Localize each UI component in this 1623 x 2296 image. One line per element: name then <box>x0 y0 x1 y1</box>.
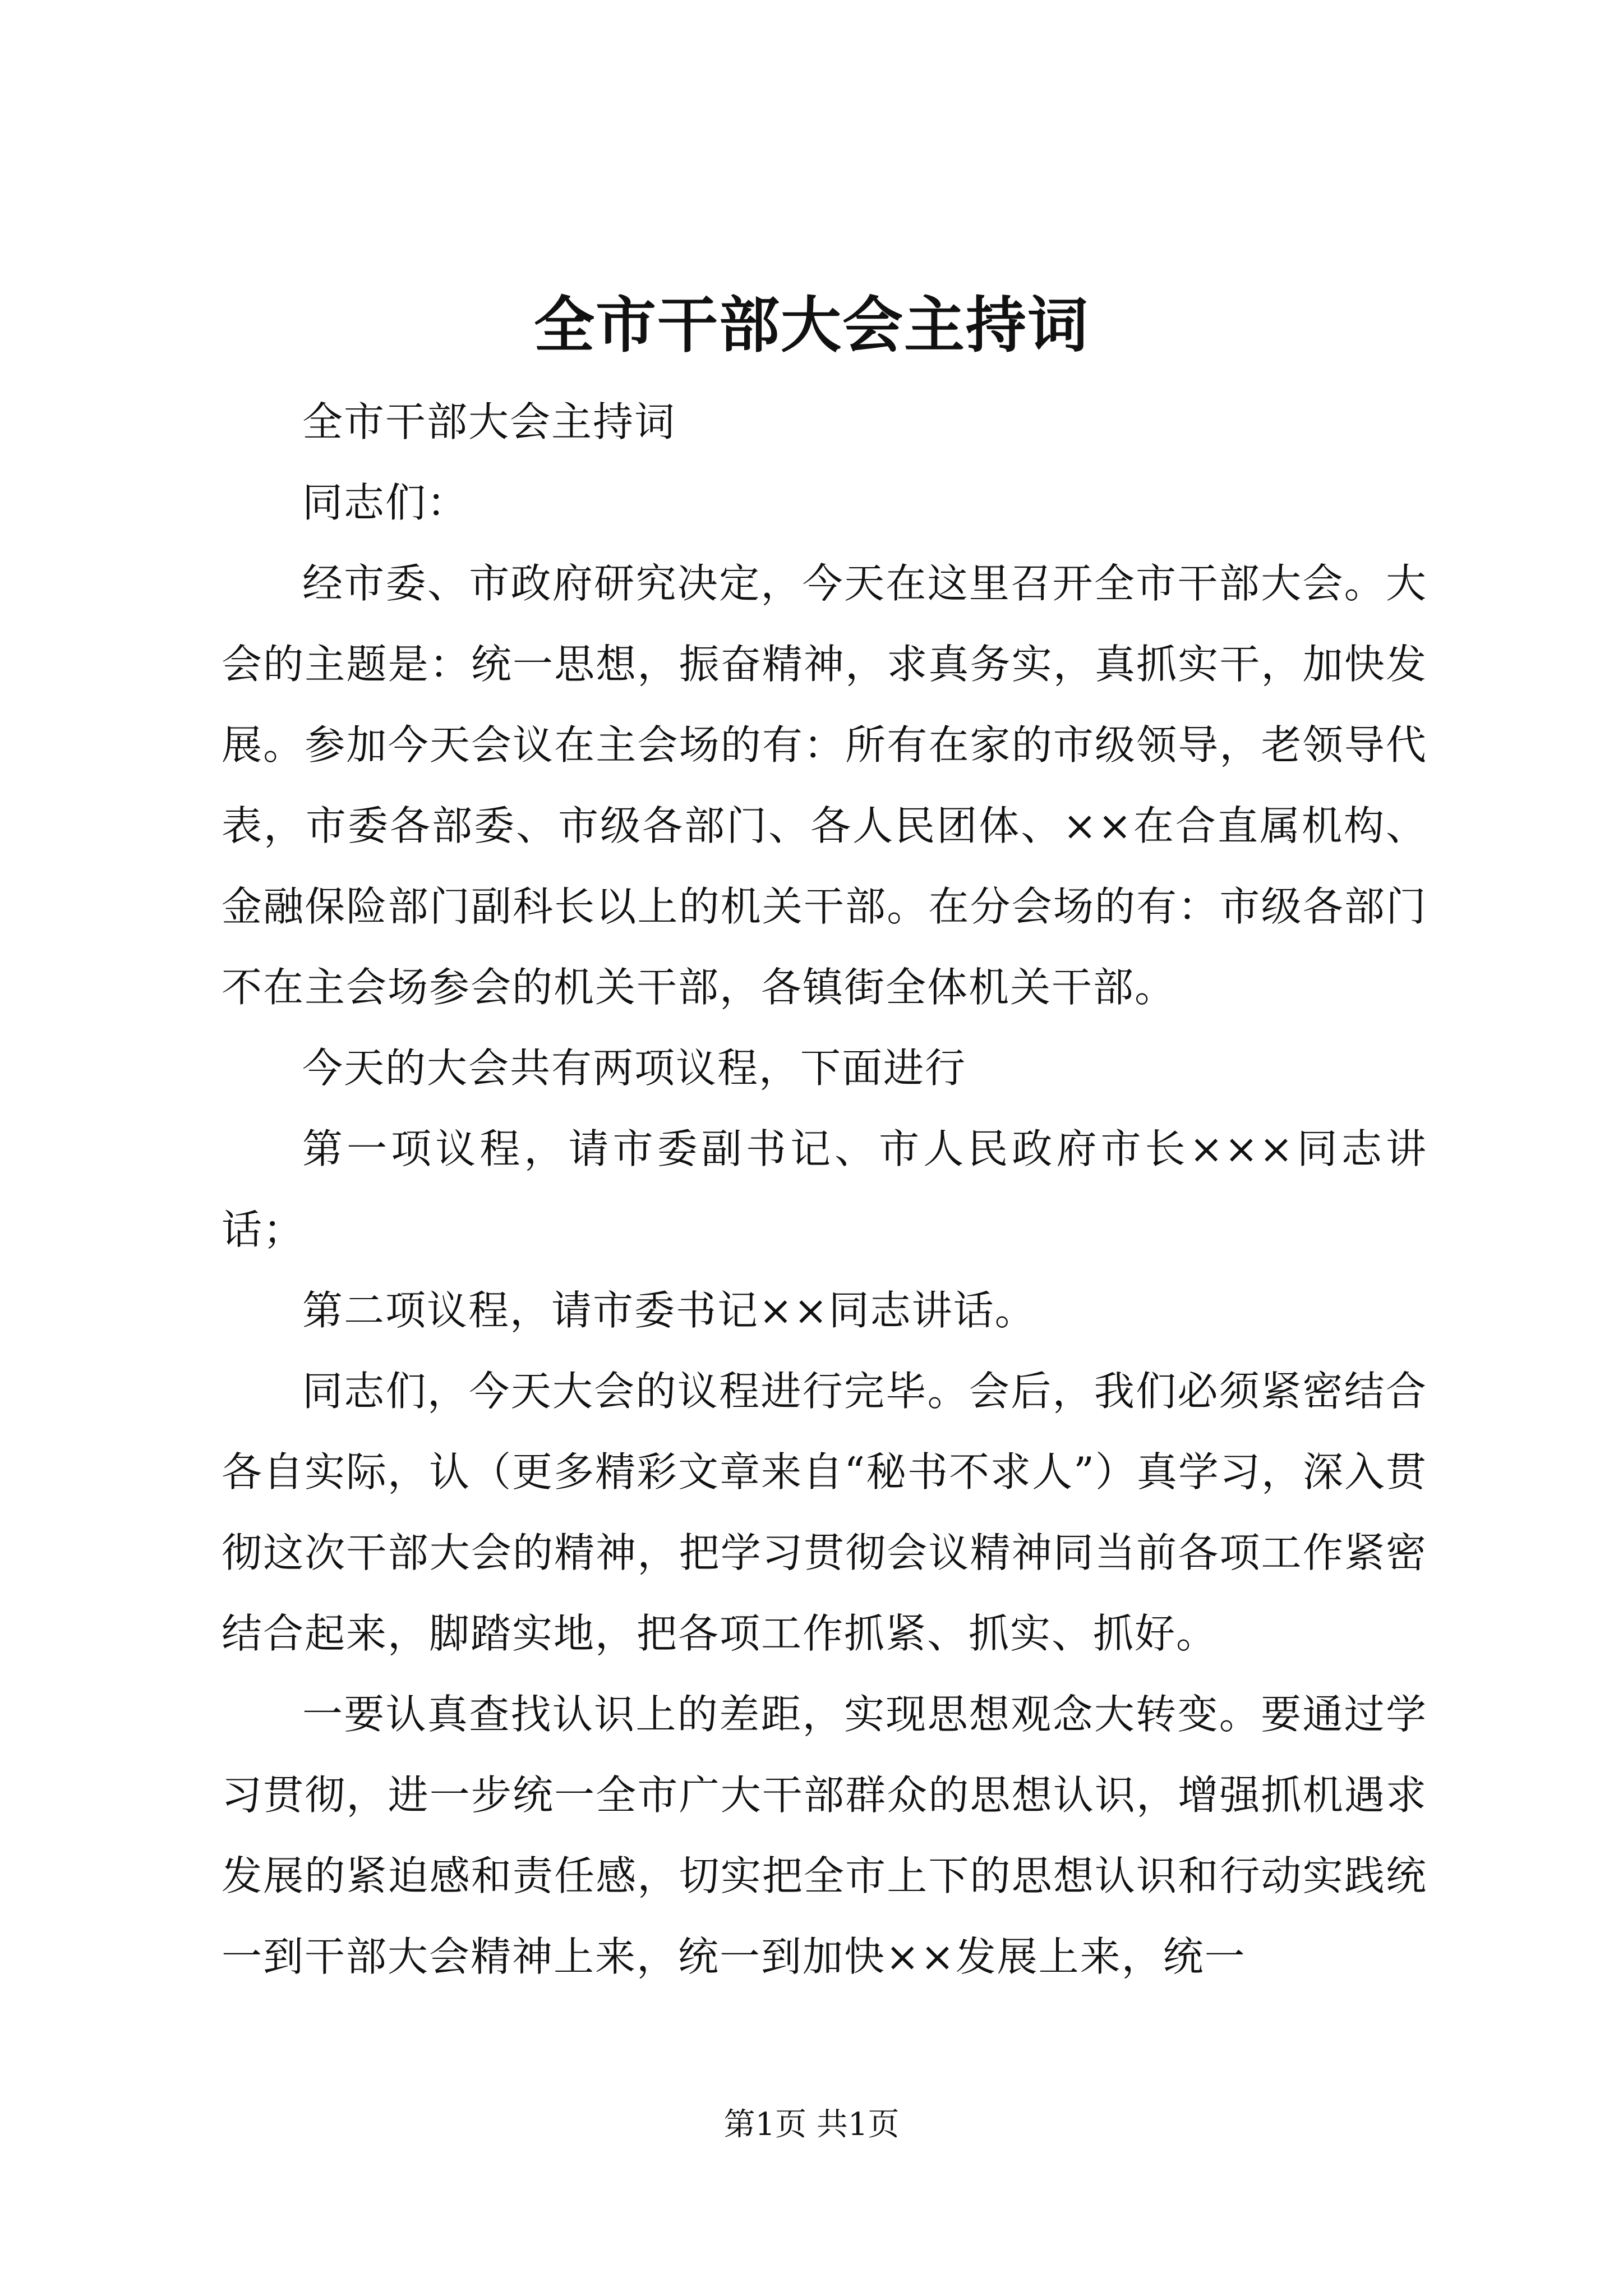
paragraph-agenda-intro: 今天的大会共有两项议程，下面进行 <box>302 1045 967 1092</box>
paragraph-agenda-item-1: 第一项议程，请市委副书记、市人民政府市长×××同志讲话； <box>222 1125 1427 1253</box>
paragraph-opening: 经市委、市政府研究决定，今天在这里召开全市干部大会。大会的主题是：统一思想，振奋精神，求真务实，真抓实干，加快发展。参加今天会议在主会场的有：所有在家的市级领导，老领导代表，市委各部委、市级各部门、各人民团体、××在合直属机构、金融保险部门副科长以上的机关干部。在分会场的有：市级各部门不在主会场参会的机关干部，各镇街全体机关干部。 <box>222 560 1427 1011</box>
paragraph-salutation: 同志们： <box>302 479 469 526</box>
document-body <box>222 381 1427 1997</box>
page-footer: 第1页 共1页 <box>723 2106 900 2143</box>
paragraph-agenda-item-2: 第二项议程，请市委书记××同志讲话。 <box>302 1287 1036 1334</box>
paragraph-closing: 同志们，今天大会的议程进行完毕。会后，我们必须紧密结合各自实际，认（更多精彩文章来自“秘书不求人”）真学习，深入贯彻这次干部大会的精神，把学习贯彻会议精神同当前各项工作紧密结合起来，脚踏实地，把各项工作抓紧、抓实、抓好。 <box>222 1368 1427 1657</box>
paragraph-requirement-1: 一要认真查找认识上的差距，实现思想观念大转变。要通过学习贯彻，进一步统一全市广大干部群众的思想认识，增强抓机遇求发展的紧迫感和责任感，切实把全市上下的思想认识和行动实践统一到干部大会精神上来，统一到加快××发展上来，统一 <box>222 1691 1427 1980</box>
document-title: 全市干部大会主持词 <box>533 290 1089 361</box>
paragraph-subtitle: 全市干部大会主持词 <box>302 398 676 445</box>
